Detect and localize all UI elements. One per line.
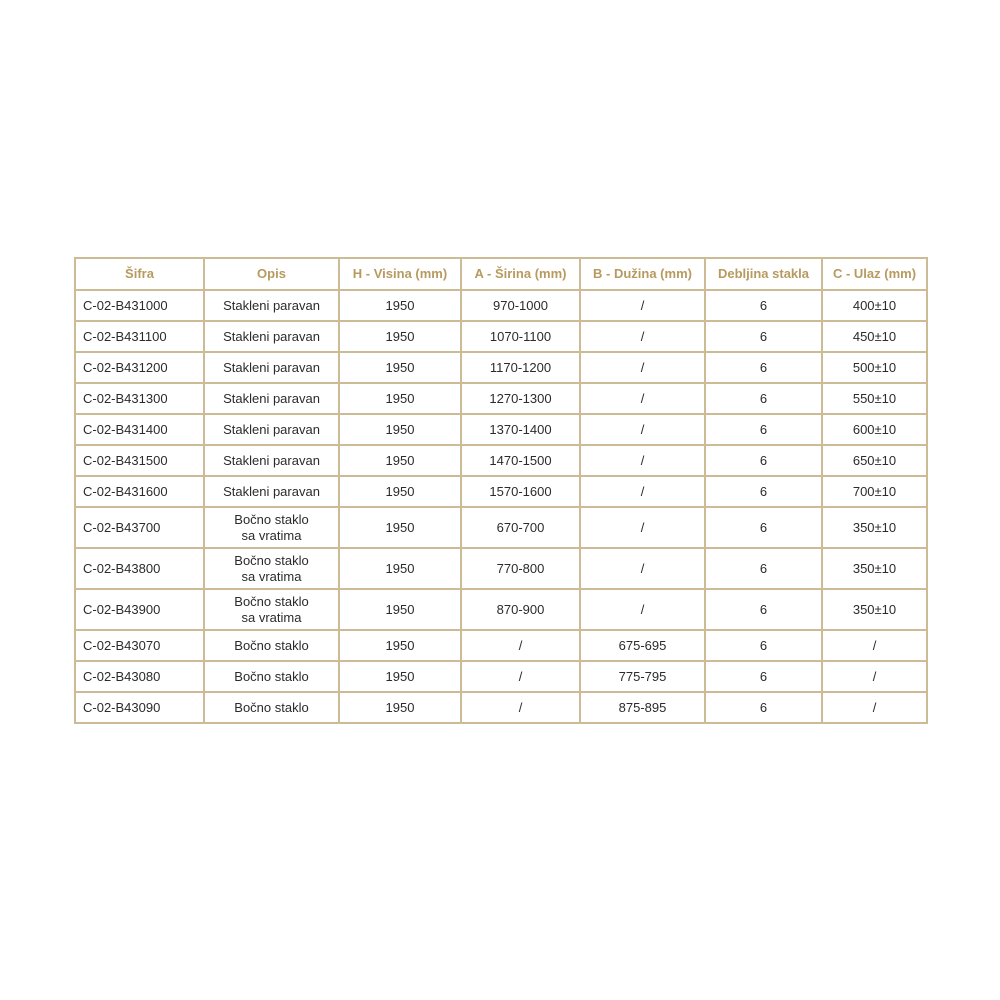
cell-opis — [204, 630, 339, 661]
cell-duzina: / — [580, 589, 705, 630]
cell-debljina: 6 — [705, 383, 822, 414]
cell-sirina: 970-1000 — [461, 290, 580, 321]
table-row — [75, 476, 927, 507]
cell-opis — [204, 661, 339, 692]
cell-sirina: / — [461, 661, 580, 692]
cell-debljina: 6 — [705, 476, 822, 507]
header-opis: Opis — [204, 258, 339, 290]
cell-opis — [204, 383, 339, 414]
opis-line-1: Bočno staklo — [234, 511, 309, 527]
cell-sirina: / — [461, 630, 580, 661]
cell-visina: 1950 — [339, 476, 461, 507]
cell-sirina: 1470-1500 — [461, 445, 580, 476]
cell-opis — [204, 548, 339, 589]
spec-table-container — [74, 257, 926, 724]
cell-ulaz: 700±10 — [822, 476, 927, 507]
table-row — [75, 507, 927, 548]
opis-line-2: sa vratima — [241, 568, 302, 584]
opis-line-1: Stakleni paravan — [223, 297, 320, 313]
cell-duzina: / — [580, 352, 705, 383]
opis-line-1: Bočno staklo — [234, 699, 309, 715]
table-row — [75, 589, 927, 630]
cell-duzina: 875-895 — [580, 692, 705, 723]
cell-ulaz: 400±10 — [822, 290, 927, 321]
cell-duzina: / — [580, 548, 705, 589]
cell-visina: 1950 — [339, 414, 461, 445]
cell-opis — [204, 445, 339, 476]
cell-sirina: 1370-1400 — [461, 414, 580, 445]
opis-line-1: Stakleni paravan — [223, 452, 320, 468]
cell-ulaz: 550±10 — [822, 383, 927, 414]
opis-line-2: sa vratima — [241, 609, 302, 625]
opis-line-1: Stakleni paravan — [223, 483, 320, 499]
cell-visina: 1950 — [339, 661, 461, 692]
cell-duzina: / — [580, 445, 705, 476]
header-sirina: A - Širina (mm) — [461, 258, 580, 290]
opis-line-1: Stakleni paravan — [223, 390, 320, 406]
cell-sifra: C-02-B431400 — [75, 414, 204, 445]
header-duzina: B - Dužina (mm) — [580, 258, 705, 290]
table-header-row — [75, 258, 927, 290]
cell-debljina: 6 — [705, 507, 822, 548]
cell-sifra: C-02-B431500 — [75, 445, 204, 476]
cell-visina: 1950 — [339, 445, 461, 476]
cell-duzina: 775-795 — [580, 661, 705, 692]
cell-sifra: C-02-B43900 — [75, 589, 204, 630]
cell-sifra: C-02-B431200 — [75, 352, 204, 383]
table-row — [75, 548, 927, 589]
cell-sirina: 1070-1100 — [461, 321, 580, 352]
cell-duzina: / — [580, 476, 705, 507]
cell-opis — [204, 290, 339, 321]
cell-sifra: C-02-B43080 — [75, 661, 204, 692]
cell-sifra: C-02-B43070 — [75, 630, 204, 661]
table-row — [75, 661, 927, 692]
header-sifra: Šifra — [75, 258, 204, 290]
cell-ulaz: 350±10 — [822, 589, 927, 630]
cell-debljina: 6 — [705, 321, 822, 352]
cell-visina: 1950 — [339, 352, 461, 383]
opis-line-1: Stakleni paravan — [223, 359, 320, 375]
cell-visina: 1950 — [339, 290, 461, 321]
opis-line-1: Stakleni paravan — [223, 421, 320, 437]
cell-duzina: / — [580, 290, 705, 321]
cell-sifra: C-02-B431300 — [75, 383, 204, 414]
cell-debljina: 6 — [705, 290, 822, 321]
opis-line-1: Bočno staklo — [234, 593, 309, 609]
cell-visina: 1950 — [339, 321, 461, 352]
cell-opis — [204, 476, 339, 507]
opis-line-1: Bočno staklo — [234, 637, 309, 653]
cell-debljina: 6 — [705, 445, 822, 476]
cell-ulaz: 350±10 — [822, 507, 927, 548]
table-row — [75, 290, 927, 321]
cell-ulaz: 350±10 — [822, 548, 927, 589]
cell-sifra: C-02-B43800 — [75, 548, 204, 589]
cell-sifra: C-02-B431100 — [75, 321, 204, 352]
cell-opis — [204, 414, 339, 445]
spec-table — [74, 257, 928, 724]
cell-debljina: 6 — [705, 589, 822, 630]
header-visina: H - Visina (mm) — [339, 258, 461, 290]
cell-sirina: / — [461, 692, 580, 723]
cell-ulaz: 450±10 — [822, 321, 927, 352]
cell-ulaz: / — [822, 692, 927, 723]
cell-sirina: 770-800 — [461, 548, 580, 589]
cell-opis — [204, 321, 339, 352]
opis-line-1: Stakleni paravan — [223, 328, 320, 344]
cell-ulaz: / — [822, 630, 927, 661]
cell-duzina: / — [580, 321, 705, 352]
cell-visina: 1950 — [339, 383, 461, 414]
cell-sirina: 1570-1600 — [461, 476, 580, 507]
table-row — [75, 414, 927, 445]
cell-duzina: / — [580, 507, 705, 548]
opis-line-2: sa vratima — [241, 527, 302, 543]
cell-sirina: 1270-1300 — [461, 383, 580, 414]
table-row — [75, 445, 927, 476]
cell-ulaz: / — [822, 661, 927, 692]
table-row — [75, 321, 927, 352]
cell-debljina: 6 — [705, 630, 822, 661]
cell-visina: 1950 — [339, 692, 461, 723]
cell-visina: 1950 — [339, 507, 461, 548]
cell-sirina: 670-700 — [461, 507, 580, 548]
cell-opis — [204, 507, 339, 548]
header-debljina: Debljina stakla — [705, 258, 822, 290]
opis-line-1: Bočno staklo — [234, 552, 309, 568]
table-row — [75, 383, 927, 414]
cell-ulaz: 600±10 — [822, 414, 927, 445]
table-row — [75, 630, 927, 661]
cell-duzina: 675-695 — [580, 630, 705, 661]
table-row — [75, 692, 927, 723]
cell-opis — [204, 352, 339, 383]
cell-sirina: 870-900 — [461, 589, 580, 630]
cell-ulaz: 650±10 — [822, 445, 927, 476]
cell-sifra: C-02-B43700 — [75, 507, 204, 548]
cell-debljina: 6 — [705, 548, 822, 589]
cell-duzina: / — [580, 414, 705, 445]
table-row — [75, 352, 927, 383]
cell-visina: 1950 — [339, 630, 461, 661]
cell-sifra: C-02-B43090 — [75, 692, 204, 723]
cell-opis — [204, 589, 339, 630]
opis-line-1: Bočno staklo — [234, 668, 309, 684]
cell-ulaz: 500±10 — [822, 352, 927, 383]
header-ulaz: C - Ulaz (mm) — [822, 258, 927, 290]
cell-sifra: C-02-B431000 — [75, 290, 204, 321]
cell-sifra: C-02-B431600 — [75, 476, 204, 507]
cell-debljina: 6 — [705, 414, 822, 445]
cell-visina: 1950 — [339, 548, 461, 589]
cell-debljina: 6 — [705, 661, 822, 692]
cell-visina: 1950 — [339, 589, 461, 630]
cell-sirina: 1170-1200 — [461, 352, 580, 383]
cell-debljina: 6 — [705, 352, 822, 383]
table-body — [75, 290, 927, 723]
cell-duzina: / — [580, 383, 705, 414]
cell-debljina: 6 — [705, 692, 822, 723]
cell-opis — [204, 692, 339, 723]
